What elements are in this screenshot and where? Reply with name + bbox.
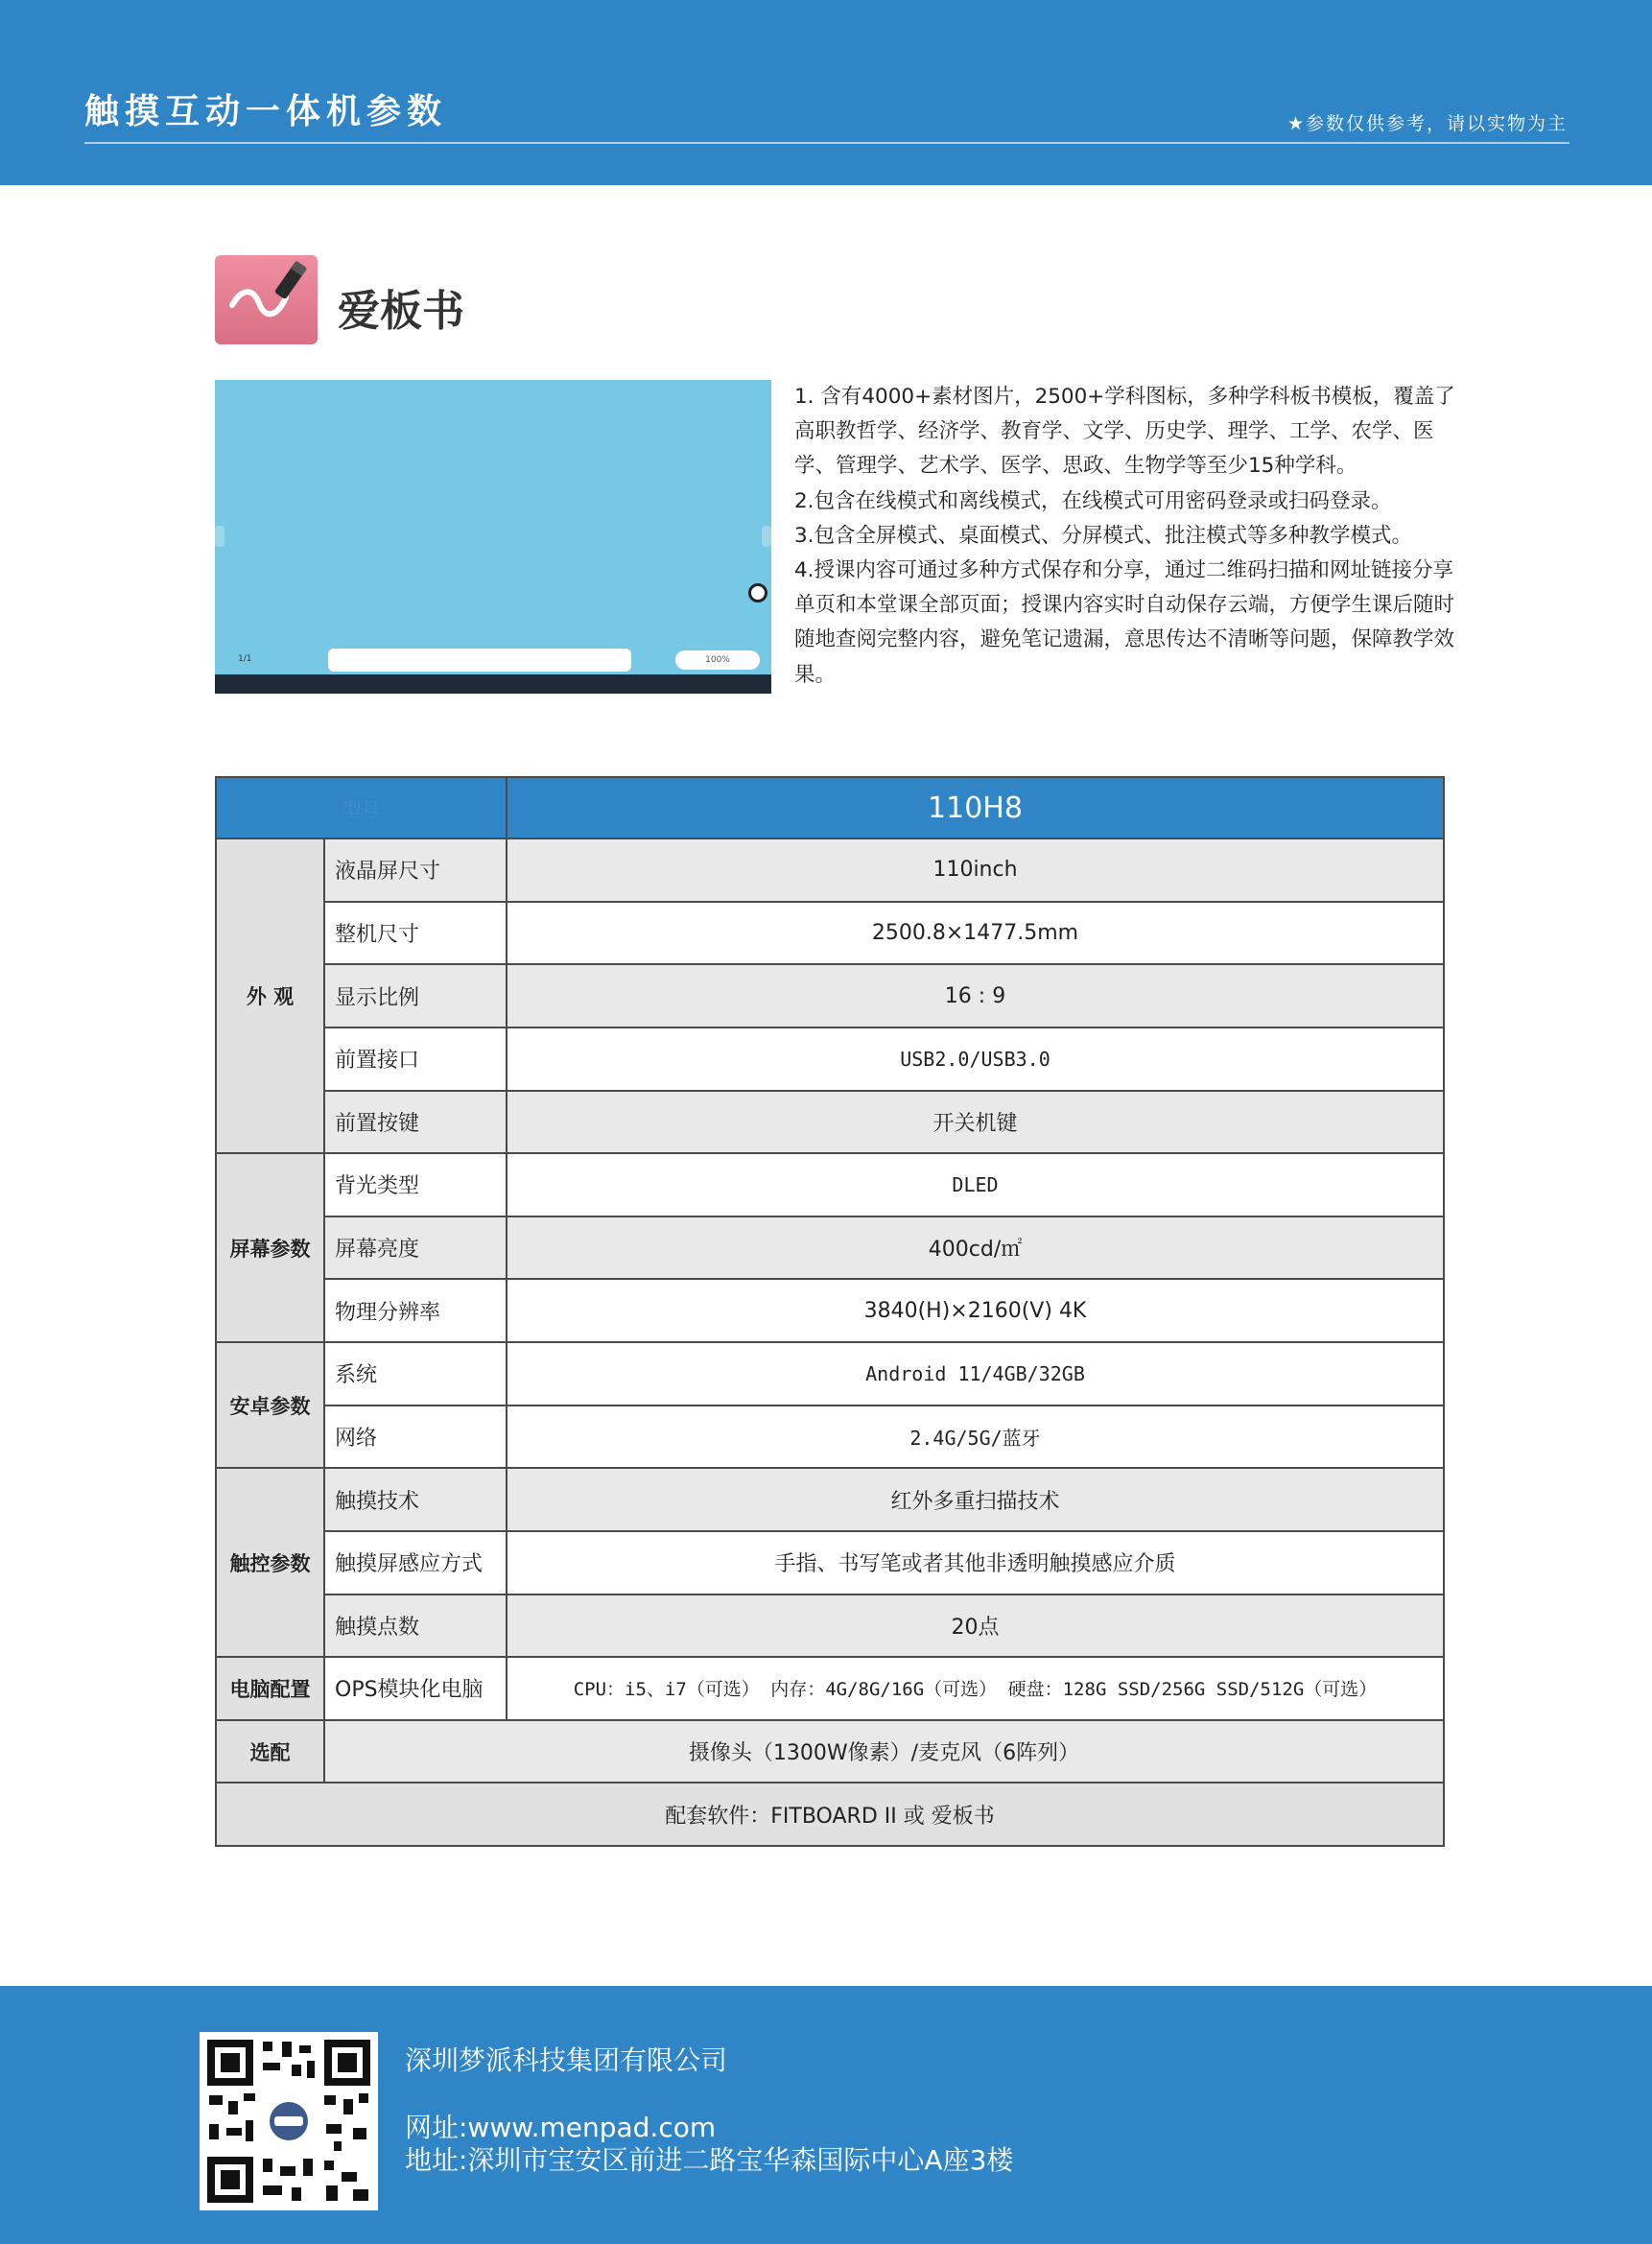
spec-value: DLED [507, 1153, 1444, 1216]
left-handle-icon [215, 526, 224, 547]
qr-code-icon [200, 2032, 378, 2210]
spec-label: 背光类型 [324, 1153, 507, 1216]
company-address: 地址:深圳市宝安区前进二路宝华森国际中心A座3楼 [405, 2144, 1014, 2176]
spec-value: CPU：i5、i7（可选） 内存：4G/8G/16G（可选） 硬盘：128G SSD/256G SSD/512G（可选） [507, 1657, 1444, 1720]
spec-label: 网络 [324, 1405, 507, 1469]
model-header-label: 型号 [216, 777, 507, 839]
model-name: 110H8 [507, 777, 1444, 839]
spec-value: 16 : 9 [507, 964, 1444, 1028]
spec-table [215, 776, 1445, 1847]
page-header [0, 0, 1652, 185]
table-row [216, 1279, 1444, 1342]
whiteboard-toolbar [328, 649, 631, 672]
page-title: 触摸互动一体机参数 [84, 92, 448, 131]
company-name: 深圳梦派科技集团有限公司 [405, 2044, 728, 2076]
spec-value: 开关机键 [507, 1091, 1444, 1154]
spec-label: 前置按键 [324, 1091, 507, 1154]
spec-value: 400cd/㎡ [507, 1216, 1444, 1280]
table-header-row [216, 777, 1444, 839]
taskbar [215, 674, 771, 694]
right-handle-icon [762, 526, 771, 547]
table-row [216, 1531, 1444, 1594]
spec-value: USB2.0/USB3.0 [507, 1028, 1444, 1091]
feature-item: 4.授课内容可通过多种方式保存和分享，通过二维码扫描和网址链接分享单页和本堂课全部页面；授课内容实时自动保存云端，方便学生课后随时随地查阅完整内容，避免笔记遗漏，意思传达不清晰等问题，保障教学效果。 [794, 558, 1455, 687]
table-footer-row [216, 1783, 1444, 1846]
table-row [216, 1405, 1444, 1469]
header-divider [84, 142, 1569, 144]
spec-label: 物理分辨率 [324, 1279, 507, 1342]
spec-label: 触摸技术 [324, 1468, 507, 1531]
table-row [216, 1657, 1444, 1720]
table-row [216, 1720, 1444, 1783]
spec-label: 系统 [324, 1342, 507, 1405]
spec-value: 2500.8×1477.5mm [507, 902, 1444, 965]
disclaimer-note: ★参数仅供参考，请以实物为主 [1286, 113, 1568, 134]
table-row [216, 1091, 1444, 1154]
category-cell: 安卓参数 [216, 1342, 324, 1468]
spec-label: 触摸点数 [324, 1594, 507, 1658]
table-row [216, 1028, 1444, 1091]
table-row [216, 964, 1444, 1028]
record-button-icon [748, 583, 767, 602]
spec-label: 显示比例 [324, 964, 507, 1028]
pen-stroke-icon [215, 255, 318, 344]
feature-description [794, 380, 1456, 693]
table-row [216, 839, 1444, 902]
table-row [216, 1216, 1444, 1280]
spec-label: 前置接口 [324, 1028, 507, 1091]
table-row [216, 1468, 1444, 1531]
spec-value: 20点 [507, 1594, 1444, 1658]
spec-value: 手指、书写笔或者其他非透明触摸感应介质 [507, 1531, 1444, 1594]
software-note: 配套软件：FITBOARD II 或 爱板书 [216, 1783, 1444, 1846]
category-cell: 电脑配置 [216, 1657, 324, 1720]
category-cell: 选配 [216, 1720, 324, 1783]
app-name: 爱板书 [338, 287, 464, 336]
app-screenshot [215, 380, 771, 694]
table-row [216, 902, 1444, 965]
zoom-control: 100% [675, 650, 760, 670]
spec-label: 屏幕亮度 [324, 1216, 507, 1280]
table-row [216, 1594, 1444, 1658]
spec-value: Android 11/4GB/32GB [507, 1342, 1444, 1405]
spec-value: 红外多重扫描技术 [507, 1468, 1444, 1531]
category-cell: 外 观 [216, 839, 324, 1153]
spec-label: 触摸屏感应方式 [324, 1531, 507, 1594]
spec-label: OPS模块化电脑 [324, 1657, 507, 1720]
spec-value: 摄像头（1300W像素）/麦克风（6阵列） [324, 1720, 1444, 1783]
website-link[interactable]: 网址:www.menpad.com [405, 2112, 717, 2143]
feature-item: 1. 含有4000+素材图片，2500+学科图标，多种学科板书模板，覆盖了高职教哲学、经济学、教育学、文学、历史学、理学、工学、农学、医学、管理学、艺术学、医学、思政、生物学等至少15种学科。 [794, 385, 1455, 479]
spec-value: 110inch [507, 839, 1444, 902]
page-indicator: 1/1 [238, 654, 252, 664]
spec-label: 整机尺寸 [324, 902, 507, 965]
category-cell: 触控参数 [216, 1468, 324, 1657]
table-row [216, 1342, 1444, 1405]
feature-item: 3.包含全屏模式、桌面模式、分屏模式、批注模式等多种教学模式。 [794, 523, 1413, 548]
category-cell: 屏幕参数 [216, 1153, 324, 1342]
table-row [216, 1153, 1444, 1216]
spec-value: 3840(H)×2160(V) 4K [507, 1279, 1444, 1342]
spec-label: 液晶屏尺寸 [324, 839, 507, 902]
spec-value: 2.4G/5G/蓝牙 [507, 1405, 1444, 1469]
feature-item: 2.包含在线模式和离线模式，在线模式可用密码登录或扫码登录。 [794, 488, 1392, 513]
